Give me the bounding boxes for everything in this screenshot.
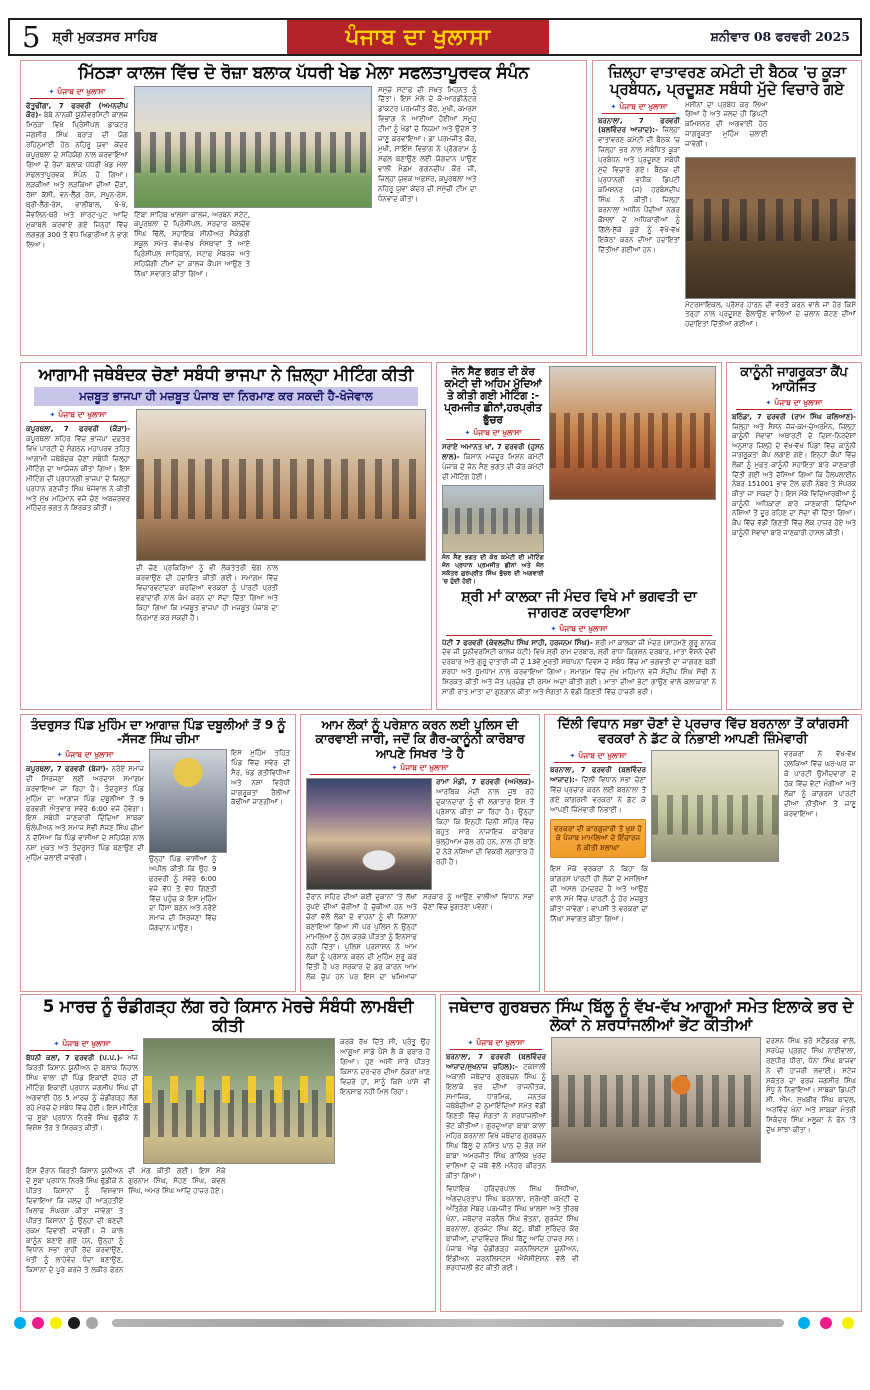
center-column [134,86,372,344]
article-sports-mela [20,60,587,356]
body-text: ਵਰਕਰਾਂ ਨੇ ਵੱਖ-ਵੱਖ ਹਲਕਿਆਂ ਵਿੱਚ ਘਰ-ਘਰ ਜਾ ਕੇ ਪਾਰਟੀ ਉਮੀਦਵਾਰਾਂ ਦੇ ਹੱਕ ਵਿੱਚ ਵੋਟਾਂ ਮੰਗੀਆਂ ਅਤੇ ਲੋਕਾਂ ਨੂੰ ਕਾਂਗਰਸ ਪਾਰਟੀ ਦੀਆਂ ਨੀਤੀਆਂ ਤੋਂ ਜਾਣੂ ਕਰਵਾਇਆ। [784,749,856,818]
byline [310,763,530,775]
text-column [26,1038,138,1164]
text-column [550,750,646,862]
byline-label: ਪੰਜਾਬ ਦਾ ਖੁਲਾਸਾ [559,623,608,633]
byline-label: ਪੰਜਾਬ ਦਾ ਖੁਲਾਸਾ [62,1038,111,1048]
registration-gray-bar [112,1319,784,1327]
byline [30,410,126,422]
body-text: ਮਸ਼ੀਨਾਂ ਦਾ ਪ੍ਰਬੰਧ ਕਰ ਲਿਆ ਗਿਆ ਹੈ ਅਤੇ ਜਲਦ ਹੀ ਡਿਪਟੀ ਕਮਿਸ਼ਨਰ ਦੀ ਅਗਵਾਈ ਹੇਠ ਜਾਗਰੂਕਤਾ ਮੁਹਿੰਮ ਚਲਾਈ ਜਾਵੇਗੀ। [685,100,768,149]
body-text: ਸਮੁੱਚੇ ਸਟਾਫ ਦੀ ਸਖ਼ਤ ਮਿਹਨਤ ਨੂੰ ਦਿੱਤਾ। ਇਸ ਮੇਲੇ ਦੇ ਕੋ-ਆਰਡੀਨੇਟਰ ਡਾਕਟਰ ਪਰਮਜੀਤ ਕੌਰ, ਮੁਖੀ, ਕਮਰਸ ਵਿਭਾਗ ਨੇ ਆਈਆਂ ਹੋਈਆਂ ਸਮੂਹ ਟੀਮਾਂ ਨੂੰ ਖੇਡਾਂ ਦੇ ਨਿਯਮਾਂ ਅਤੇ ਉਦੇਸ਼ ਤੋਂ ਜਾਣੂ ਕਰਵਾਇਆ। ਡਾ ਪਰਮਜੀਤ ਕੌਰ, ਮੁਖੀ, ਸਾਇੰਸ ਵਿਭਾਗ ਨੇ ਪ੍ਰੋਗਰਾਮ ਨੂੰ ਸਫਲ ਬਣਾਉਣ ਲਈ ਯੋਗਦਾਨ ਪਾਉਣ ਵਾਲੀ ਮੈਡਮ ਗਗਨਦੀਪ ਕੌਰ ਜੀ, ਜ਼ਿਲ੍ਹਾ ਯੁਵਕ ਅਫ਼ਸਰ, ਕਪੂਰਥਲਾ ਅਤੇ ਨਹਿਰੂ ਯੁਵਾ ਕੇਂਦਰ ਦੀ ਸਮੁੱਚੀ ਟੀਮ ਦਾ ਧੰਨਵਾਦ ਕੀਤਾ। [378,85,477,203]
byline-label: ਪੰਜਾਬ ਦਾ ਖੁਲਾਸਾ [619,101,668,111]
article-top [442,366,716,586]
dateline: ਪੱਟੀ 7 ਫਰਵਰੀ (ਕੇਵਲਦੀਪ ਸਿੰਘ ਸਾਹੀ, ਹਰਜਨਮ ਸਿੰਘ)- [442,638,593,647]
photo-sports-mela-group [134,86,372,208]
dateline: ਬਰਨਾਲਾ, 7 ਫਰਵਰੀ (ਬਲਵਿੰਦਰ ਆਜ਼ਾਦ):- [550,765,646,784]
subheadline: ਮਜ਼ਬੂਤ ਭਾਜਪਾ ਹੀ ਮਜ਼ਬੂਤ ਪੰਜਾਬ ਦਾ ਨਿਰਮਾਣ ਕਰ ਸਕਦੀ ਹੈ-ਖੋਜੇਵਾਲ [34,387,418,406]
body-text: ਰਾਮਾਂ ਮੰਡੀ, 7 ਫਰਵਰੀ (ਅਮੋਲਕ)- ਆਰਥਿਕ ਮੰਦੀ ਨਾਲ ਜੂਝ ਰਹੇ ਦੁਕਾਨਦਾਰਾਂ ਨੂੰ ਵੀ ਲਗਾਤਾਰ ਇਸ ਤੋਂ ਪ੍ਰੇਸ਼ਾਨ ਕੀਤਾ ਜਾ ਰਿਹਾ ਹੈ। ਉਨ੍ਹਾਂ ਕਿਹਾ ਕਿ ਇਨ੍ਹੀਂ ਦਿਨੀਂ ਸ਼ਹਿਰ ਵਿੱਚ ਬਹੁਤ ਸਾਰੇ ਨਾਜਾਇਜ਼ ਕਾਰੋਬਾਰ ਖੁੱਲ੍ਹੇਆਮ ਚੱਲ ਰਹੇ ਹਨ, ਨਾਲ ਹੀ ਥਾਣੇ ਦੇ ਨੇੜੇ ਨਸ਼ਿਆਂ ਦੀ ਵਿਕਰੀ ਲਗਾਤਾਰ ਹੋ ਰਹੀ ਹੈ। [436,778,534,866]
dateline: ਰਾਮਾਂ ਮੰਡੀ, 7 ਫਰਵਰੀ (ਅਮੋਲਕ)- [436,778,534,787]
article-legal-camp [726,362,862,710]
plus-icon: ✦ [48,87,55,96]
headline: ਆਗਾਮੀ ਜਥੇਬੰਦਕ ਚੋਣਾਂ ਸਬੰਧੀ ਭਾਜਪਾ ਨੇ ਜ਼ਿਲ੍ਹਾ ਮੀਟਿੰਗ ਕੀਤੀ [38,365,414,384]
byline-label: ਪੰਜਾਬ ਦਾ ਖੁਲਾਸਾ [65,749,114,759]
body-text: ਬਰਨਾਲਾ, 7 ਫਰਵਰੀ (ਬਲਵਿੰਦਰ ਆਜ਼ਾਦ):- ਦਿੱਲੀ ਵਿਧਾਨ ਸਭਾ ਚੋਣਾਂ ਵਿੱਚ ਪ੍ਰਚਾਰ ਕਰਨ ਲਈ ਬਰਨਾਲਾ ਤੋਂ ਗਏ ਕਾਂਗਰਸੀ ਵਰਕਰਾਂ ਨੇ ਡੱਟ ਕੇ ਆਪਣੀ ਜ਼ਿੰਮੇਵਾਰੀ ਨਿਭਾਈ। [550,765,646,814]
body-text: ਮੋਟਰਸਾਇਕਲ, ਪ੍ਰੈਸ਼ਰ ਹਾਰਨ ਦੀ ਵਰਤੋਂ ਕਰਨ ਵਾਲੇ ਜਾਂ ਹੋਰ ਕਿਸੇ ਤਰ੍ਹਾਂ ਨਾਲ ਪ੍ਰਦੂਸ਼ਣ ਫੈਲਾਉਣ ਵਾਲਿਆਂ ਦੇ ਚਲਾਨ ਕੱਟਣ ਦੀਆਂ ਹਦਾਇਤਾਂ ਦਿੱਤੀਆਂ ਗਈਆਂ। [685,300,856,329]
byline [554,751,642,763]
headline: 5 ਮਾਰਚ ਨੂੰ ਚੰਡੀਗੜ੍ਹ ਲੱਗ ਰਹੇ ਕਿਸਾਨ ਮੋਰਚੇ ਸੰਬੰਧੀ ਲਾਮਬੰਦੀ ਕੀਤੀ [42,997,414,1035]
article-body [26,409,426,695]
article-kisan-morcha [20,994,436,1312]
byline-label: ਪੰਜਾਬ ਦਾ ਖੁਲਾਸਾ [58,409,107,419]
registration-dot-gray [86,1317,98,1329]
text-column [26,749,144,981]
body-text: ਇਸ ਦੌਰਾਨ ਕਿਰਤੀ ਕਿਸਾਨ ਯੂਨੀਅਨ ਦੇ ਸੂਬਾ ਪ੍ਰਧਾਨ ਨਿਰਭੈ ਸਿੰਘ ਢੁੱਡੀਕੇ ਨੇ ਪੀੜਤ ਕਿਸਾਨਾਂ ਨੂੰ ਵਿਸ਼ਵਾਸ ਦਿਵਾਇਆ ਕਿ ਜਲਦ ਹੀ ਆੜ੍ਹਤੀਏ ਖਿਲਾਫ ਸੰਘਰਸ਼ ਕੀਤਾ ਜਾਵੇਗਾ ਤੇ ਪੀੜਤ ਕਿਸਾਨਾਂ ਨੂੰ ਉਨ੍ਹਾਂ ਦੀ ਬਣਦੀ ਰਕਮ ਦਿਵਾਈ ਜਾਵੇਗੀ। ਜੋ ਕਾਲੇ ਕਾਨੂੰਨ ਬਣਾਏ ਗਏ ਹਨ, ਉਨ੍ਹਾਂ ਨੂੰ ਵਿਧਾਨ ਸਭਾ ਰਾਹੀਂ ਰੱਦ ਕਰਵਾਉਣ, ਖੇਤੀ ਨੂੰ ਲਾਹੇਵੰਦ ਧੰਦਾ ਬਣਾਉਣ, ਕਿਸਾਨਾਂ ਦੇ ਪੂਰੇ ਕਰਜ਼ੇ ਤੇ ਲਕੀਰ ਫੇਰਨ ਦੀ ਮੰਗ ਕੀਤੀ ਗਈ। ਇਸ ਮੌਕੇ ਗੁਰਨਾਮ ਸਿੰਘ, ਸੋਹਣ ਸਿੰਘ, ਕਵਲ ਸਿੰਘ, ਅਮਰ ਸਿੰਘ ਆਦਿ ਹਾਜ਼ਰ ਹੋਏ। [26,1166,226,1275]
photo-kalka-mandir-group [549,366,716,500]
byline-label: ਪੰਜਾਬ ਦਾ ਖੁਲਾਸਾ [774,397,823,407]
article-police-harassment [300,714,540,992]
registration-dot-black [68,1317,80,1329]
byline-label: ਪੰਜਾਬ ਦਾ ਖੁਲਾਸਾ [473,428,522,438]
photo-row [149,749,290,853]
body-text: ਵਿਧਾਇਕ ਹਰਿੰਦਰਪਾਲ ਸਿੰਘ ਸਿਧੀਆ, ਅੰਗਦਪ੍ਰਤਾਪ ਸਿੰਘ ਬਰਨਾਲਾ, ਸ਼੍ਰੋਮਣੀ ਕਮੇਟੀ ਦੇ ਅੰਤ੍ਰਿੰਗ ਮੈਂਬਰ ਪਰਮਜੀਤ ਸਿੰਘ ਖਾਲਸਾ ਅਤੇ ਤੀਰਥ ਖੰਨਾ, ਜਥੇਦਾਰ ਜਰਨੈਲ ਸਿੰਘ ਭੋਤਨਾ, ਗੁਰਜੰਟ ਸਿੰਘ ਬਰਨਾਲਾ, ਗੁਰਜੰਟ ਸਿੰਘ ਕੱਟੂ, ਬੀਬੀ ਸੁਰਿੰਦਰ ਕੌਰ ਬਾਜੀਆਂ, ਦਾਦਵਿੰਦਰ ਸਿੰਘ ਬਿੱਟੂ ਆਦਿ ਹਾਜ਼ਰ ਸਨ। ਪੰਜਾਬ ਐਂਡ ਚੰਡੀਗੜ੍ਹ ਜਰਨਲਿਸਟਸ ਯੂਨੀਅਨ, ਇੰਡੀਅਨ ਜਰਨਲਿਸਟਸ ਐਸੋਸੀਏਸ਼ਨ ਵੱਲੋਂ ਵੀ ਸ਼ਰਧਾਂਜਲੀ ਭੇਂਟ ਕੀਤੀ ਗਈ। [446,1184,579,1273]
body-text: ਕਪੂਰਥਲਾ, 7 ਫਰਵਰੀ (ਬੇਜਾ)- ਨਰੋਏ ਸਮਾਜ ਦੀ ਸਿਰਜਣਾ ਲਈ ਅਰਦਾਸ ਸਮਾਗਮ ਕਰਵਾਇਆ ਜਾ ਰਿਹਾ ਹੈ। ਤੰਦਰੁਸਤ ਪਿੰਡ ਮੁਹਿੰਮ ਦਾ ਆਗਾਜ਼ ਪਿੰਡ ਦਬੂਲੀਆਂ ਤੋਂ 9 ਫਰਵਰੀ ਐਤਵਾਰ ਸਵੇਰੇ 6:00 ਵਜੇ ਹੋਵੇਗਾ। ਇਸ ਸਬੰਧੀ ਜਾਣਕਾਰੀ ਦਿੰਦਿਆਂ ਸਾਬਕਾ ਓਲੰਪੀਅਨ ਅਤੇ ਸਮਾਜ ਸੇਵੀ ਸੱਜਣ ਸਿੰਘ ਚੀਮਾ ਨੇ ਦੱਸਿਆ ਕਿ ਪਿੰਡ ਵਾਸੀਆਂ ਦੇ ਸਹਿਯੋਗ ਨਾਲ ਨਸ਼ਾ ਮੁਕਤ ਅਤੇ ਤੰਦਰੁਸਤ ਪਿੰਡ ਬਣਾਉਣ ਦੀ ਮੁਹਿੰਮ ਚਲਾਈ ਜਾਵੇਗੀ। [26,764,144,863]
headline: ਤੰਦਰੁਸਤ ਪਿੰਡ ਮੁਹਿੰਮ ਦਾ ਆਗਾਜ਼ ਪਿੰਡ ਦਬੂਲੀਆਂ ਤੋਂ 9 ਨੂੰ -ਸੱਜਣ ਸਿੰਘ ਚੀਮਾ [30,717,286,747]
dateline: ਕਪੂਰਥਲਾ, 7 ਫਰਵਰੀ (ਬੇਜਾ)- [26,764,109,773]
article-sain-and-jagran [436,362,722,710]
body-text: ਬਠਿੰਡਾ, 7 ਫਰਵਰੀ (ਰਾਮ ਸਿੰਘ ਕਲਿਆਣ)- ਜ਼ਿਲ੍ਹਾ ਅਤੇ ਸੈਸ਼ਨ ਜੱਜ-ਕਮ-ਚੇਅਰਮੈਨ, ਜ਼ਿਲ੍ਹਾ ਕਾਨੂੰਨੀ ਸੇਵਾਵਾਂ ਅਥਾਰਟੀ ਦੇ ਦਿਸ਼ਾ-ਨਿਰਦੇਸ਼ਾਂ ਅਨੁਸਾਰ ਜ਼ਿਲ੍ਹੇ ਦੇ ਵੱਖ-ਵੱਖ ਪਿੰਡਾਂ ਵਿੱਚ ਕਾਨੂੰਨੀ ਜਾਗਰੂਕਤਾ ਕੈਂਪ ਲਗਾਏ ਗਏ। ਇਨ੍ਹਾਂ ਕੈਂਪਾਂ ਵਿੱਚ ਲੋਕਾਂ ਨੂੰ ਮੁਫ਼ਤ ਕਾਨੂੰਨੀ ਸਹਾਇਤਾ ਬਾਰੇ ਜਾਣਕਾਰੀ ਦਿੱਤੀ ਗਈ ਅਤੇ ਦੱਸਿਆ ਗਿਆ ਕਿ ਹੈਲਪਲਾਈਨ ਨੰਬਰ 151001 ਭਾਵ ਟੋਲ ਫਰੀ ਨੰਬਰ ਤੇ ਸੰਪਰਕ ਕੀਤਾ ਜਾ ਸਕਦਾ ਹੈ। ਇਸ ਮੌਕੇ ਵਿਦਿਆਰਥੀਆਂ ਨੂੰ ਕਾਨੂੰਨੀ ਅਧਿਕਾਰਾਂ ਬਾਰੇ ਜਾਣਕਾਰੀ ਦਿੰਦਿਆਂ ਨਸ਼ਿਆਂ ਤੋਂ ਦੂਰ ਰਹਿਣ ਦਾ ਸੱਦਾ ਵੀ ਦਿੱਤਾ ਗਿਆ। ਕੈਂਪ ਵਿੱਚ ਵੱਡੀ ਗਿਣਤੀ ਵਿੱਚ ਲੋਕ ਹਾਜ਼ਰ ਹੋਏ ਅਤੇ ਕਾਨੂੰਨੀ ਸੇਵਾਵਾਂ ਬਾਰੇ ਜਾਣਕਾਰੀ ਹਾਸਲ ਕੀਤੀ। [732,412,856,537]
byline [446,624,712,636]
article-environment-meeting [592,60,862,356]
photo-street-market [306,778,432,890]
article-body [446,1037,856,1182]
dateline: ਬਰਨਾਲਾ, 7 ਫਰਵਰੀ (ਬਲਵਿੰਦਰ ਆਜ਼ਾਦ):- [598,116,680,135]
registration-dot-magenta [32,1317,44,1329]
headline: ਕਾਨੂੰਨੀ ਜਾਗਰੂਕਤਾ ਕੈਂਪ ਆਯੋਜਿਤ [740,365,848,395]
page-number: 5 [22,19,41,54]
plus-icon: ✦ [467,1038,474,1047]
dateline: ਬਰਨਾਲਾ, 7 ਫਰਵਰੀ (ਬਲਵਿੰਦਰ ਆਜ਼ਾਦ/ਸੁਖਨਾਜ ਚਹਿਲ):- [446,1052,546,1071]
photo-meeting-room [685,157,856,299]
plus-icon: ✦ [464,429,471,438]
body-text: ਬਰਨਾਲਾ, 7 ਫਰਵਰੀ (ਬਲਵਿੰਦਰ ਆਜ਼ਾਦ):- ਜ਼ਿਲ੍ਹਾ ਵਾਤਾਵਰਣ ਕਮੇਟੀ ਦੀ ਬੈਠਕ 'ਚ ਜ਼ਿਲ੍ਹਾ ਭਰ ਨਾਲ ਸਬੰਧਿਤ ਕੂੜਾ ਪ੍ਰਬੰਧਨ ਅਤੇ ਪ੍ਰਦੂਸ਼ਣ ਸਬੰਧੀ ਮੁੱਦੇ ਵਿਚਾਰੇ ਗਏ। ਬੈਠਕ ਦੀ ਪ੍ਰਧਾਨਗੀ ਵਧੀਕ ਡਿਪਟੀ ਕਮਿਸ਼ਨਰ (ਜ) ਹਰਬੰਸਦੀਪ ਸਿੰਘ ਨੇ ਕੀਤੀ। ਜ਼ਿਲ੍ਹਾ ਬਰਨਾਲਾ ਅਧੀਨ ਪੈਂਦੀਆਂ ਨਗਰ ਕੌਂਸਲਾਂ ਦੇ ਅਧਿਕਾਰੀਆਂ ਨੂੰ ਗਿੱਲੇ-ਸੁੱਕੇ ਕੂੜੇ ਨੂੰ ਵੱਖੋ-ਵੱਖ ਇਕੱਠਾ ਕਰਨ ਦੀਆਂ ਹਦਾਇਤਾਂ ਦਿੱਤੀਆਂ ਗਈਆਂ ਹਨ। [598,116,680,254]
bottom-text [26,1167,430,1285]
text-column [378,86,581,344]
headline: ਦਿੱਲੀ ਵਿਧਾਨ ਸਭਾ ਚੋਣਾਂ ਦੇ ਪ੍ਰਚਾਰ ਵਿੱਚ ਬਰਨਾਲਾ ਤੋਂ ਕਾਂਗਰਸੀ ਵਰਕਰਾਂ ਨੇ ਡੱਟ ਕੇ ਨਿਭਾਈ ਆਪਣੀ ਜ਼ਿੰਮੇਵਾਰੀ [557,717,849,747]
headline: ਜੋਨ ਸੈਣ ਭਗਤ ਦੀ ਕੋਰ ਕਮੇਟੀ ਦੀ ਅਹਿਮ ਮੁੱਦਿਆਂ ਤੇ ਕੀਤੀ ਗਈ ਮੀਟਿੰਗ :- ਪ੍ਰਮਜੀਤ ਛੀਨਾਂ,ਹਰਪ੍ਰੀਤ ਭੁੱਚਰ [444,366,542,427]
body-text: ਬਰਨਾਲਾ, 7 ਫਰਵਰੀ (ਬਲਵਿੰਦਰ ਆਜ਼ਾਦ/ਸੁਖਨਾਜ ਚਹਿਲ):- ਟਕਸਾਲੀ ਅਕਾਲੀ ਜਥੇਦਾਰ ਗੁਰਬਚਨ ਸਿੰਘ ਨੂੰ ਇਲਾਕੇ ਭਰ ਦੀਆਂ ਰਾਜਨੀਤਕ, ਸਮਾਜਿਕ, ਧਾਰਮਿਕ, ਜਨਤਕ ਜਥੇਬੰਦੀਆਂ ਦੇ ਨੁਮਾਇੰਦਿਆਂ ਸਮੇਤ ਵੱਡੀ ਗਿਣਤੀ ਵਿੱਚ ਸੰਗਤਾਂ ਨੇ ਸ਼ਰਧਾਂਜਲੀਆਂ ਭੇਂਟ ਕੀਤੀਆਂ। ਗੁਰਦੁਆਰਾ ਬਾਬਾ ਕਾਲਾ ਮਹਿਰ ਬਰਨਾਲਾ ਵਿਖੇ ਜਥੇਦਾਰ ਗੁਰਬਚਨ ਸਿੰਘ ਬਿੱਲੂ ਦੇ ਨਮਿੱਤ ਪਾਠ ਦੇ ਭੋਗ ਸਮੇਂ ਬਾਬਾ ਅਮਰਜੀਤ ਸਿੰਘ ਗਾਲਿਬ ਖੁਰਦ ਵਾਲਿਆਂ ਦੇ ਜਥੇ ਵੱਲੋਂ ਮਨੋਹਰ ਕੀਰਤਨ ਕੀਤਾ ਗਿਆ। [446,1052,546,1181]
text-column [598,101,680,345]
registration-dot-cyan [798,1317,810,1329]
bottom-text [446,1185,856,1303]
body-text: ਦਰਸ਼ਨ ਸਿੰਘ ਭਰੋ ਸਟੈਂਡਰਡ ਵਾਲੇ, ਸਰਪੰਚ ਪ੍ਰਗਟ ਸਿੰਘ ਨਾਈਵਾਲਾ, ਰਣਧੀਰ ਧੀਰਾ, ਧੰਨਾ ਸਿੰਘ ਬਾਜਵਾ ਨੇ ਵੀ ਹਾਜ਼ਰੀ ਲਵਾਈ। ਸਟੇਜ ਸਕੱਤਰ ਦਾ ਫਰਜ਼ ਜਗਸੀਰ ਸਿੰਘ ਸੰਧੂ ਨੇ ਨਿਭਾਇਆ। ਸਾਬਕਾ ਡਿਪਟੀ ਸੀ. ਐੱਮ. ਸੁਖਬੀਰ ਸਿੰਘ ਬਾਦਲ, ਅਰਵਿੰਦ ਖੰਨਾ ਅਤੇ ਸਾਬਕਾ ਮੰਤਰੀ ਸਿਕੰਦਰ ਸਿੰਘ ਮਲੂਕਾ ਨੇ ਫੋਨ 'ਤੇ ਦੁੱਖ ਸਾਂਝਾ ਕੀਤਾ। [766,1036,856,1135]
body-text: ਦੌਰਾਨ ਸ਼ਹਿਰ ਦੀਆਂ ਕਈ ਦੁਕਾਨਾਂ 'ਤੇ ਲੱਖਾਂ ਰੁਪਏ ਦੀਆਂ ਚੋਰੀਆਂ ਹੋ ਚੁੱਕੀਆਂ ਹਨ ਅਤੇ ਚੋਰਾਂ ਵੱਲੋਂ ਲੋਕਾਂ ਦੇ ਵਾਹਨਾਂ ਨੂੰ ਵੀ ਨਿਸ਼ਾਨਾ ਬਣਾਇਆ ਗਿਆ ਸੀ ਪਰ ਪੁਲਿਸ ਨੇ ਉਨ੍ਹਾਂ ਮਾਮਲਿਆਂ ਨੂੰ ਹੱਲ ਕਰਕੇ ਪੀੜਤਾਂ ਨੂੰ ਇਨਸਾਫ ਨਹੀਂ ਦਿੱਤਾ। ਪੁਲਿਸ ਪ੍ਰਸ਼ਾਸਨ ਨੇ ਆਮ ਲੋਕਾਂ ਨੂੰ ਪ੍ਰੇਸ਼ਾਨ ਕਰਨ ਦੀ ਮੁਹਿੰਮ ਸ਼ੁਰੂ ਕਰ ਦਿੱਤੀ ਹੈ ਪਰ ਸਰਕਾਰ ਦੇ ਡਰ ਕਾਰਨ ਆਮ ਲੋਕ ਚੁੱਪ ਹਨ ਪਰ ਇਸ ਦਾ ਖਮਿਆਜ਼ਾ ਸਰਕਾਰ ਨੂੰ ਆਉਣ ਵਾਲੀਆਂ ਵਿਧਾਨ ਸਭਾ ਚੋਣਾਂ ਵਿੱਚ ਭੁਗਤਣਾ ਪਵੇਗਾ। [306,893,534,981]
article-bjp-meeting [20,362,432,710]
dateline: ਫੱਤੂਢੀਂਗਾ, 7 ਫਰਵਰੀ (ਅਮਨਦੀਪ ਕੌਰ)- [26,101,128,120]
byline [30,1039,134,1051]
body-text: ਕਰਕੇ ਰੱਖ ਦਿੱਤੇ ਸੀ, ਪ੍ਰੰਤੂ ਉਹ ਆਗੂਆਂ ਸਾਡੇ ਪੈਸੇ ਲੈ ਕੇ ਫਰਾਰ ਹੋ ਗਿਆ। ਹੁਣ ਅਸੀਂ ਸਾਰੇ ਪੀੜਤ ਕਿਸਾਨ ਦਰ-ਦਰ ਦੀਆਂ ਠੋਕਰਾਂ ਖਾਣ ਵਿਚਰੇ ਹਾਂ, ਸਾਨੂੰ ਕਿਸੇ ਪਾਸੇ ਵੀ ਇਨਸਾਫ ਨਹੀਂ ਮਿਲ ਰਿਹਾ। [340,1037,430,1096]
text-column [442,366,544,586]
masthead-bar [8,18,862,56]
edition-name: ਸ਼੍ਰੀ ਮੁਕਤਸਰ ਸਾਹਿਬ [52,29,158,45]
plus-icon: ✦ [550,624,557,633]
issue-date: ਸ਼ਨੀਵਾਰ 08 ਫਰਵਰੀ 2025 [710,29,850,44]
dateline: ਕਪੂਰਥਲਾ, 7 ਫਰਵਰੀ (ਕੌੜਾ)- [26,424,130,433]
article-congress-campaign [544,714,862,992]
photo-caption: ਜੋਨ ਸੈਣ ਭਗਤ ਦੀ ਕੋਰ ਕਮੇਟੀ ਦੀ ਮੀਟਿੰਗ ਜੋਨ ਪ੍ਰਧਾਨ ਪ੍ਰਮਜੀਤ ਛੀਨਾਂ ਅਤੇ ਜੋਨ ਸਕੱਤਰ ਗੁਰਪ੍ਰੀਤ ਸਿੰਘ ਭੁੱਚਰ ਦੀ ਅਗਵਾਈ 'ਚ ਹੁੰਦੀ ਹੋਈ। [442,554,544,586]
byline [602,102,676,114]
body-text: ਇਸ ਮੁਹਿੰਮ ਤਹਿਤ ਪਿੰਡ ਵਿੱਚ ਸਵੇਰ ਦੀ ਸੈਰ, ਖੇਡ ਗਤੀਵਿਧੀਆਂ ਅਤੇ ਨਸ਼ਾ ਵਿਰੋਧੀ ਜਾਗਰੂਕਤਾ ਰੈਲੀਆਂ ਕੱਢੀਆਂ ਜਾਣਗੀਆਂ। [231,748,290,807]
newspaper-title: ਪੰਜਾਬ ਦਾ ਖੁਲਾਸਾ [287,20,549,54]
article-village-campaign [20,714,296,992]
photo-tribute-gathering [551,1037,761,1163]
byline [30,87,124,99]
text-column [26,86,128,344]
headline: ਮਿੱਠੜਾ ਕਾਲਜ ਵਿੱਚ ਦੋ ਰੋਜ਼ਾ ਬਲਾਕ ਪੱਧਰੀ ਖੇਡ ਮੇਲਾ ਸਫਲਤਾਪੂਰਵਕ ਸੰਪੰਨ [78,63,529,83]
headline: ਆਮ ਲੋਕਾਂ ਨੂੰ ਪਰੇਸ਼ਾਨ ਕਰਨ ਲਈ ਪੁਲਿਸ ਦੀ ਕਾਰਵਾਈ ਜਾਰੀ, ਜਦੋਂ ਕਿ ਗੈਰ-ਕਾਨੂੰਨੀ ਕਾਰੋਬਾਰ ਆਪਣੇ ਸਿਖਰ 'ਤੇ ਹੈ [315,717,525,761]
body-text: ਟਿੱਬਾ ਸਾਹਿਬ ਖਾਲਸਾ ਕਾਲਜ, ਅਰਬਨ ਸਟੇਟ, ਕਪੂਰਥਲਾ ਦੇ ਪ੍ਰਿੰਸੀਪਲ, ਸਰਦਾਰ ਬਲਦੇਵ ਸਿੰਘ ਢਿੱਲੋਂ, ਸਹਾਇਕ ਸੀਨੀਅਰ ਸੈਕੰਡਰੀ ਸਕੂਲ ਸਮੇਤ ਵੱਖ-ਵੱਖ ਸੰਸਥਾਵਾਂ ਤੋਂ ਆਏ ਪ੍ਰਿੰਸੀਪਲ ਸਾਹਿਬਾਨ, ਸਟਾਫ ਮੈਂਬਰਜ਼ ਅਤੇ ਸਹਿਯੋਗੀ ਟੀਮਾਂ ਦਾ ਕਾਲਜ ਕੈਂਪਸ ਆਉਣ ਤੇ ਨਿੱਘਾ ਸਵਾਗਤ ਕੀਤਾ ਗਿਆ। [134,210,250,279]
text-column [446,1037,546,1182]
article-body [306,778,534,890]
plus-icon: ✦ [765,398,772,407]
headline: ਜ਼ਿਲ੍ਹਾ ਵਾਤਾਵਰਣ ਕਮੇਟੀ ਦੀ ਬੈਠਕ 'ਚ ਕੂੜਾ ਪ੍ਰਬੰਧਨ, ਪ੍ਰਦੂਸ਼ਣ ਸਬੰਧੀ ਮੁੱਦੇ ਵਿਚਾਰੇ ਗਏ [608,63,846,99]
headline: ਜਥੇਦਾਰ ਗੁਰਬਚਨ ਸਿੰਘ ਬਿੱਲੂ ਨੂੰ ਵੱਖ-ਵੱਖ ਆਗੂਆਂ ਸਮੇਤ ਇਲਾਕੇ ਭਰ ਦੇ ਲੋਕਾਂ ਨੇ ਸ਼ਰਧਾਂਜਲੀਆਂ ਭੇਂਟ ਕੀਤੀਆਂ [449,997,853,1035]
body-text: ਇਸ ਮੌਕੇ ਵਰਕਰਾਂ ਨੇ ਕਿਹਾ ਕਿ ਕਾਂਗਰਸ ਪਾਰਟੀ ਹੀ ਲੋਕਾਂ ਦੇ ਮਸਲਿਆਂ ਦੀ ਅਸਲ ਹਮਦਰਦ ਹੈ ਅਤੇ ਆਉਣ ਵਾਲੇ ਸਮੇਂ ਵਿੱਚ ਪਾਰਟੀ ਨੂੰ ਹੋਰ ਮਜ਼ਬੂਤ ਕੀਤਾ ਜਾਵੇਗਾ। ਵਾਪਸੀ ਤੇ ਵਰਕਰਾਂ ਦਾ ਨਿੱਘਾ ਸਵਾਗਤ ਕੀਤਾ ਗਿਆ। [550,864,648,923]
body-text: ਫੱਤੂਢੀਂਗਾ, 7 ਫਰਵਰੀ (ਅਮਨਦੀਪ ਕੌਰ)- ਬੇਬੇ ਨਾਨਕੀ ਯੂਨੀਵਰਸਿਟੀ ਕਾਲਜ ਮਿਠੜਾ ਵਿਖੇ ਪ੍ਰਿੰਸੀਪਲ ਡਾਕਟਰ ਜਗਸੀਰ ਸਿੰਘ ਬਰਾੜ ਦੀ ਯੋਗ ਰਹਿਨੁਮਾਈ ਹੇਠ ਨਹਿਰੂ ਯੁਵਾ ਕੇਂਦਰ ਕਪੂਰਥਲਾ ਦੇ ਸਹਿਯੋਗ ਨਾਲ ਕਰਵਾਇਆ ਗਿਆ ਦੋ ਰੋਜ਼ਾ ਬਲਾਕ ਪੱਧਰੀ ਖੇਡ ਮੇਲਾ ਸਫਲਤਾਪੂਰਵਕ ਸੰਪੰਨ ਹੋ ਗਿਆ। ਲੜਕੀਆਂ ਅਤੇ ਲੜਕਿਆਂ ਦੀਆਂ ਦੌੜਾਂ, ਰੱਸਾ ਕੱਸੀ, ਵਨ-ਲੈੱਗ ਰੇਸ, ਸਪੂਨ-ਰੇਸ, ਥ੍ਰੀ-ਲੈੱਗ-ਰੇਸ, ਵਾਲੀਬਾਲ, ਖੋ-ਖੋ, ਜੈਵਲਿਨ-ਥਰੋ ਅਤੇ ਸ਼ਾਰਟ-ਪੁਟ ਆਦਿ ਮੁਕਾਬਲੇ ਕਰਵਾਏ ਗਏ ਜਿਨ੍ਹਾਂ ਵਿੱਚ ਲਗਭਗ 300 ਤੋਂ ਵੱਧ ਖਿਡਾਰੀਆਂ ਨੇ ਭਾਗ ਲਿਆ। [26,101,128,249]
body-text: ਕਪੂਰਥਲਾ, 7 ਫਰਵਰੀ (ਕੌੜਾ)- ਕਪੂਰਥਲਾ ਸ਼ਹਿਰ ਵਿੱਚ ਭਾਜਪਾ ਦਫ਼ਤਰ ਵਿਖੇ ਪਾਰਟੀ ਦੇ ਸੰਗਠਨ ਮਹਾਪਰਵ ਤਹਿਤ ਆਗਾਮੀ ਜਥੇਬੰਦਕ ਚੋਣਾਂ ਸਬੰਧੀ ਜ਼ਿਲ੍ਹਾ ਮੀਟਿੰਗ ਦਾ ਆਯੋਜਨ ਕੀਤਾ ਗਿਆ। ਇਸ ਮੀਟਿੰਗ ਦੀ ਪ੍ਰਧਾਨਗੀ ਭਾਜਪਾ ਦੇ ਜ਼ਿਲ੍ਹਾ ਪ੍ਰਧਾਨ ਰਣਜੀਤ ਸਿੰਘ ਖੋਜੇਵਾਲ ਨੇ ਕੀਤੀ ਅਤੇ ਮੁੱਖ ਮਹਿਮਾਨ ਵਜੋਂ ਚੋਣ ਅਬਜ਼ਰਵਰ ਮਹਿੰਦਰ ਭਗਤ ਨੇ ਸ਼ਿਰਕਤ ਕੀਤੀ। [26,424,130,513]
photo-farmers-with-flags [143,1038,335,1164]
byline [446,428,540,440]
article-body [598,101,856,345]
byline [450,1038,542,1050]
body-text: ਉਨ੍ਹਾਂ ਪਿੰਡ ਵਾਸੀਆਂ ਨੂੰ ਅਪੀਲ ਕੀਤੀ ਕਿ ਉਹ 9 ਫਰਵਰੀ ਨੂੰ ਸਵੇਰੇ 6:00 ਵਜੇ ਵੱਧ ਤੋਂ ਵੱਧ ਗਿਣਤੀ ਵਿੱਚ ਪਹੁੰਚ ਕੇ ਇਸ ਮੁਹਿੰਮ ਦਾ ਹਿੱਸਾ ਬਣਨ ਅਤੇ ਨਰੋਏ ਸਮਾਜ ਦੀ ਸਿਰਜਣਾ ਵਿੱਚ ਯੋਗਦਾਨ ਪਾਉਣ। [149,854,217,933]
photo-sajjan-singh-cheema-portrait [149,749,227,853]
headline: ਸ਼੍ਰੀ ਮਾਂ ਕਾਲਕਾ ਜੀ ਮੰਦਰ ਵਿਖੇ ਮਾਂ ਭਗਵਤੀ ਦਾ ਜਾਗਰਣ ਕਰਵਾਇਆ [461,589,697,622]
article-tribute-billu [440,994,862,1312]
body-text: ਬੱਧਨੀ ਕਲਾਂ, 7 ਫਰਵਰੀ (ਪ.ਪ.)- ਅੱਜ ਕਿਰਤੀ ਕਿਸਾਨ ਯੂਨੀਅਨ ਦੇ ਬਲਾਕ ਨਿਹਾਲ ਸਿੰਘ ਵਾਲਾ ਦੀ ਪਿੰਡ ਇਕਾਈ ਦੋਧਰ ਦੀ ਮੀਟਿੰਗ ਇਕਾਈ ਪ੍ਰਧਾਨ ਜਗਸੀਪ ਸਿੰਘ ਦੀ ਅਗਵਾਈ ਹੇਠ 5 ਮਾਰਚ ਨੂੰ ਚੰਡੀਗੜ੍ਹ ਲੱਗ ਰਹੇ ਮੋਰਚੇ ਦੇ ਸਬੰਧ ਵਿੱਚ ਹੋਈ। ਇਸ ਮੀਟਿੰਗ 'ਚ ਸੂਬਾ ਪ੍ਰਧਾਨ ਨਿਰਭੈ ਸਿੰਘ ਢੁੱਡੀਕੇ ਨੇ ਵਿਸ਼ੇਸ਼ ਤੌਰ ਤੇ ਸ਼ਿਰਕਤ ਕੀਤੀ। [26,1053,138,1132]
dateline: ਸਰਾਏ ਅਮਾਨਤ ਖਾਂ, 7 ਫਰਵਰੀ (ਹੁਸਨ ਲਾਲ)- [442,443,544,462]
plus-icon: ✦ [49,410,56,419]
registration-dot-magenta [820,1317,832,1329]
photo-sain-committee-group [442,485,544,553]
plus-icon: ✦ [391,764,398,773]
plus-icon: ✦ [610,102,617,111]
registration-dot-yellow [50,1317,62,1329]
right-column [685,101,856,345]
article-body [26,1038,430,1164]
plus-icon: ✦ [53,1039,60,1048]
plus-icon: ✦ [569,751,576,760]
body-text: ਪੱਟੀ 7 ਫਰਵਰੀ (ਕੇਵਲਦੀਪ ਸਿੰਘ ਸਾਹੀ, ਹਰਜਨਮ ਸਿੰਘ)- ਸ਼੍ਰੀ ਮਾਂ ਕਾਲਕਾ ਜੀ ਮੰਦਰ (ਸਾਹਮਣੇ ਗੁਰੂ ਨਾਨਕ ਦੇਵ ਜੀ ਯੂਨੀਵਰਸਿਟੀ ਕਾਲਜ ਪੱਟੀ) ਵਿਖੇ ਸ਼੍ਰੀ ਰਾਮ ਦਰਬਾਰ, ਸ਼੍ਰੀ ਰਾਧਾ ਕ੍ਰਿਸ਼ਨ ਦਰਬਾਰ, ਮਾਤਾ ਵੈਸ਼ਨੋ ਦੇਵੀ ਦਰਬਾਰ ਅਤੇ ਗੁਰੂ ਦਾਤਾਰੀ ਜੀ ਦੇ 13ਵੇਂ ਮੂਰਤੀ ਸਥਾਪਨਾ ਦਿਵਸ ਦੇ ਸਬੰਧ ਵਿੱਚ ਮਾਂ ਭਗਵਤੀ ਦਾ ਜਾਗਰਣ ਬੜੀ ਸ਼ਰਧਾ ਅਤੇ ਧੂਮਧਾਮ ਨਾਲ ਕਰਵਾਇਆ ਗਿਆ। ਸਮਾਗਮ ਵਿੱਚ ਮੁੱਖ ਮਹਿਮਾਨ ਵਜੋਂ ਸੰਦੀਪ ਸਿੰਘ ਸੋਢੀ ਨੇ ਸ਼ਿਰਕਤ ਕੀਤੀ ਅਤੇ ਜੋਤ ਪ੍ਰਚੰਡ ਦੀ ਰਸਮ ਅਦਾ ਕੀਤੀ ਗਈ। ਮਾਤਾ ਦੀਆਂ ਭੇਟਾਂ ਗਾਉਣ ਵਾਲੇ ਕਲਾਕਾਰਾਂ ਨੇ ਸਾਰੀ ਰਾਤ ਮਾਤਾ ਦਾ ਗੁਣਗਾਨ ਕੀਤਾ ਅਤੇ ਸੰਗਤਾਂ ਨੇ ਵੱਡੀ ਗਿਣਤੀ ਵਿੱਚ ਹਾਜ਼ਰੀ ਭਰੀ। [442,638,716,697]
plus-icon: ✦ [56,750,63,759]
dateline: ਬੱਧਨੀ ਕਲਾਂ, 7 ਫਰਵਰੀ (ਪ.ਪ.)- [26,1053,123,1062]
right-column [149,749,290,981]
article-body [26,86,581,344]
article-body [550,750,856,862]
byline [736,398,852,410]
byline-label: ਪੰਜਾਬ ਦਾ ਖੁਲਾਸਾ [57,86,106,96]
photo-bjp-group [136,409,426,561]
text-column [26,409,130,695]
byline-label: ਪੰਜਾਬ ਦਾ ਖੁਲਾਸਾ [400,763,449,773]
dateline: ਬਠਿੰਡਾ, 7 ਫਰਵਰੀ (ਰਾਮ ਸਿੰਘ ਕਲਿਆਣ)- [732,412,856,421]
photo-congress-workers-group [651,750,779,862]
byline-label: ਪੰਜਾਬ ਦਾ ਖੁਲਾਸਾ [476,1037,525,1047]
body-text: ਸਰਾਏ ਅਮਾਨਤ ਖਾਂ, 7 ਫਰਵਰੀ (ਹੁਸਨ ਲਾਲ)- ਕਿਸਾਨ ਮਜ਼ਦੂਰ ਮਿਸ਼ਨ ਕਮੇਟੀ ਪੰਜਾਬ ਦੇ ਜੋਨ ਸੈਣ ਭਗਤ ਦੀ ਕੋਰ ਕਮੇਟੀ ਦੀ ਮੀਟਿੰਗ ਹੋਈ। [442,443,544,482]
right-column [136,409,426,695]
article-body [26,749,290,981]
byline [30,750,140,762]
byline-label: ਪੰਜਾਬ ਦਾ ਖੁਲਾਸਾ [578,750,627,760]
registration-dot-yellow [842,1317,854,1329]
registration-dot-cyan [14,1317,26,1329]
highlight-box: ਵਰਕਰਾਂ ਦੀ ਕਾਰਗੁਜ਼ਾਰੀ ਤੋਂ ਖੁਸ਼ ਹੋ ਕੇ ਪੰਜਾਬ ਮਾਮਲਿਆਂ ਦੇ ਇੰਚਾਰਜ ਨੇ ਕੀਤੀ ਸ਼ਲਾਘਾ [550,819,646,858]
body-text: ਦੀ ਚੋਣ ਪ੍ਰਕਿਰਿਆ ਨੂੰ ਵੀ ਲੋਕਤੰਤਰੀ ਢੰਗ ਨਾਲ ਕਰਵਾਉਣ ਦੀ ਹਦਾਇਤ ਕੀਤੀ ਗਈ। ਸਮਾਗਮ ਵਿੱਚ ਵਿਚਾਰਵਟਾਂਦਰਾ ਕਰਦਿਆਂ ਵਰਕਰਾਂ ਨੂੰ ਪਾਰਟੀ ਪ੍ਰਤੀ ਵਫ਼ਾਦਾਰੀ ਨਾਲ ਕੰਮ ਕਰਨ ਦਾ ਸੱਦਾ ਦਿੱਤਾ ਗਿਆ ਅਤੇ ਕਿਹਾ ਗਿਆ ਕਿ ਮਜ਼ਬੂਤ ਭਾਜਪਾ ਹੀ ਮਜ਼ਬੂਤ ਪੰਜਾਬ ਦਾ ਨਿਰਮਾਣ ਕਰ ਸਕਦੀ ਹੈ। [136,563,278,622]
